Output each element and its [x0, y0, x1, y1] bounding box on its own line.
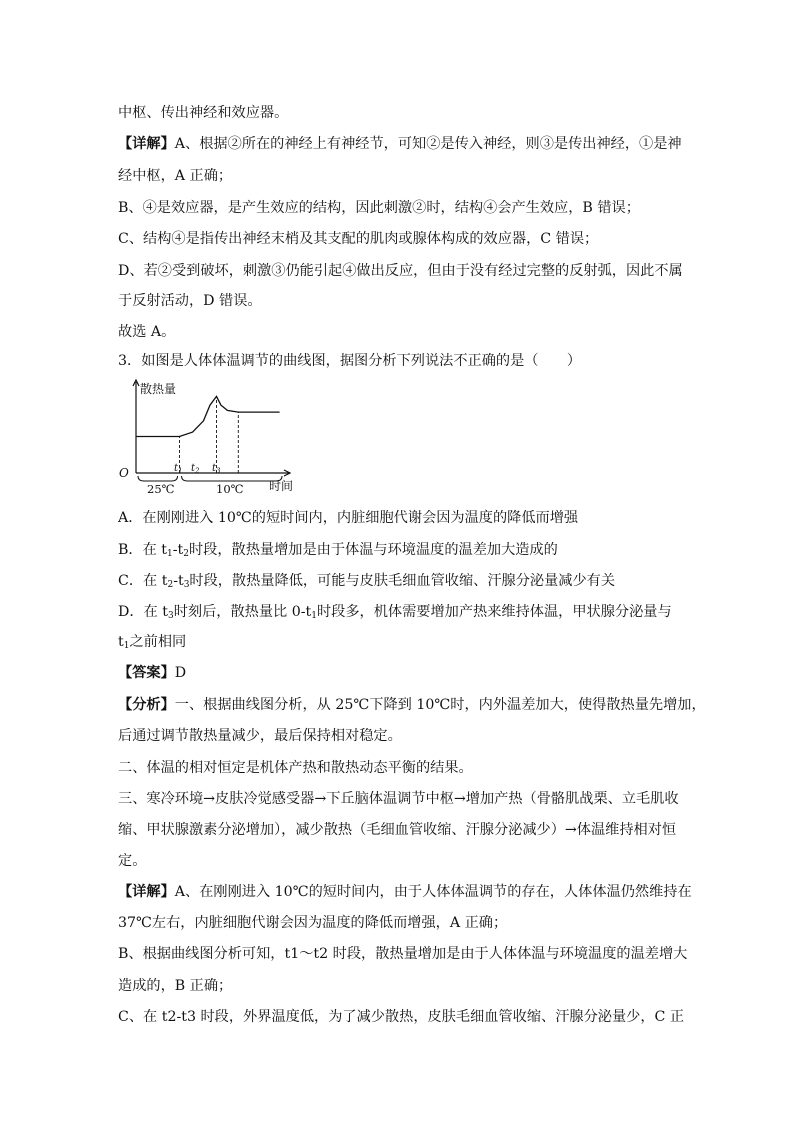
line-04: B、④是效应器，是产生效应的结构，因此刺激②时，结构④会产生效应，B 错误；	[118, 200, 640, 216]
analysis-line-6: 定。	[118, 853, 147, 869]
option-a: A．在刚刚进入 10℃的短时间内，内脏细胞代谢会因为温度的降低而增强	[118, 510, 579, 526]
chart-x-label: 时间	[269, 479, 294, 493]
heat-dissipation-chart	[116, 378, 300, 496]
line-02	[118, 134, 682, 154]
line-03: 经中枢，A 正确；	[118, 168, 233, 184]
chart-marker-t3: $t_3$	[212, 463, 221, 475]
answer-line	[118, 663, 186, 683]
line-05: C、结构④是指传出神经末梢及其支配的肌肉或腺体构成的效应器，C 错误；	[118, 231, 599, 247]
detail2-line-5: C、在 t2-t3 时段，外界温度低，为了减少散热，皮肤毛细血管收缩、汗腺分泌量少，C 正	[118, 1009, 685, 1025]
analysis-tag: 【分析】	[118, 697, 175, 713]
option-c: C．在 $t_2-t_3$时段，散热量降低，可能与皮肤毛细血管收缩、汗腺分泌量减少有关	[118, 573, 616, 590]
analysis-line-1: 【分析】一、根据曲线图分析，从 25℃下降到 10℃时，内外温差加大，使得散热量先增加，	[118, 697, 706, 713]
chart-origin-label: O	[119, 466, 129, 480]
detail-text: A、根据②所在的神经上有神经节，可知②是传入神经，则③是传出神经，①是神	[174, 136, 682, 152]
chart-region-label-25: 25℃	[147, 482, 175, 496]
detail2-tag: 【详解】	[118, 884, 175, 900]
chart-region-brace-1	[182, 476, 282, 481]
detail-tag: 【详解】	[118, 136, 175, 152]
detail2-line-4: 造成的，B 正确；	[118, 978, 233, 994]
analysis-line-3: 二、体温的相对恒定是机体产热和散热动态平衡的结果。	[118, 760, 473, 776]
answer-value: D	[174, 665, 187, 681]
chart-region-label-10: 10℃	[216, 482, 244, 496]
answer-tag: 【答案】	[118, 665, 175, 681]
option-d: D．在 $t_3$时刻后，散热量比 $0-t_1$时段多，机体需要增加产热来维持体温，甲状腺分泌量与	[118, 604, 672, 621]
line-07: 于反射活动，D 错误。	[118, 293, 262, 309]
option-b: B．在 $t_1-t_2$时段，散热量增加是由于体温与环境温度的温差加大造成的	[118, 542, 558, 559]
option-d-continued: $t_1$之前相同	[118, 634, 187, 651]
analysis-line-2: 后通过调节散热量减少，最后保持相对稳定。	[118, 728, 402, 744]
line-08: 故选 A。	[118, 324, 176, 340]
detail2-line-2: 37℃左右，内脏细胞代谢会因为温度的降低而增强，A 正确；	[118, 915, 508, 931]
chart-series-line-0	[136, 396, 280, 436]
chart-marker-t2: $t_2$	[191, 463, 200, 475]
line-01: 中枢、传出神经和效应器。	[118, 105, 289, 121]
chart-region-brace-0	[138, 476, 178, 481]
analysis-line-4: 三、寒冷环境→皮肤冷觉感受器→下丘脑体温调节中枢→增加产热（骨骼肌战栗、立毛肌收	[118, 791, 679, 807]
chart-y-label: 散热量	[140, 382, 177, 396]
analysis-line-5: 缩、甲状腺激素分泌增加），减少散热（毛细血管收缩、汗腺分泌减少）→体温维持相对恒	[118, 822, 677, 838]
line-06: D、若②受到破坏，刺激③仍能引起④做出反应，但由于没有经过完整的反射弧，因此不属	[118, 263, 683, 279]
detail2-line-1: 【详解】A、在刚刚进入 10℃的短时间内，由于人体体温调节的存在，人体体温仍然维持在	[118, 884, 692, 900]
detail2-line-3: B、根据曲线图分析可知，t1～t2 时段，散热量增加是由于人体体温与环境温度的温差增大	[118, 946, 688, 962]
question-3-stem: 3．如图是人体体温调节的曲线图，据图分析下列说法不正确的是（ ）	[118, 353, 582, 369]
chart-marker-t1: $t_1$	[174, 463, 183, 475]
